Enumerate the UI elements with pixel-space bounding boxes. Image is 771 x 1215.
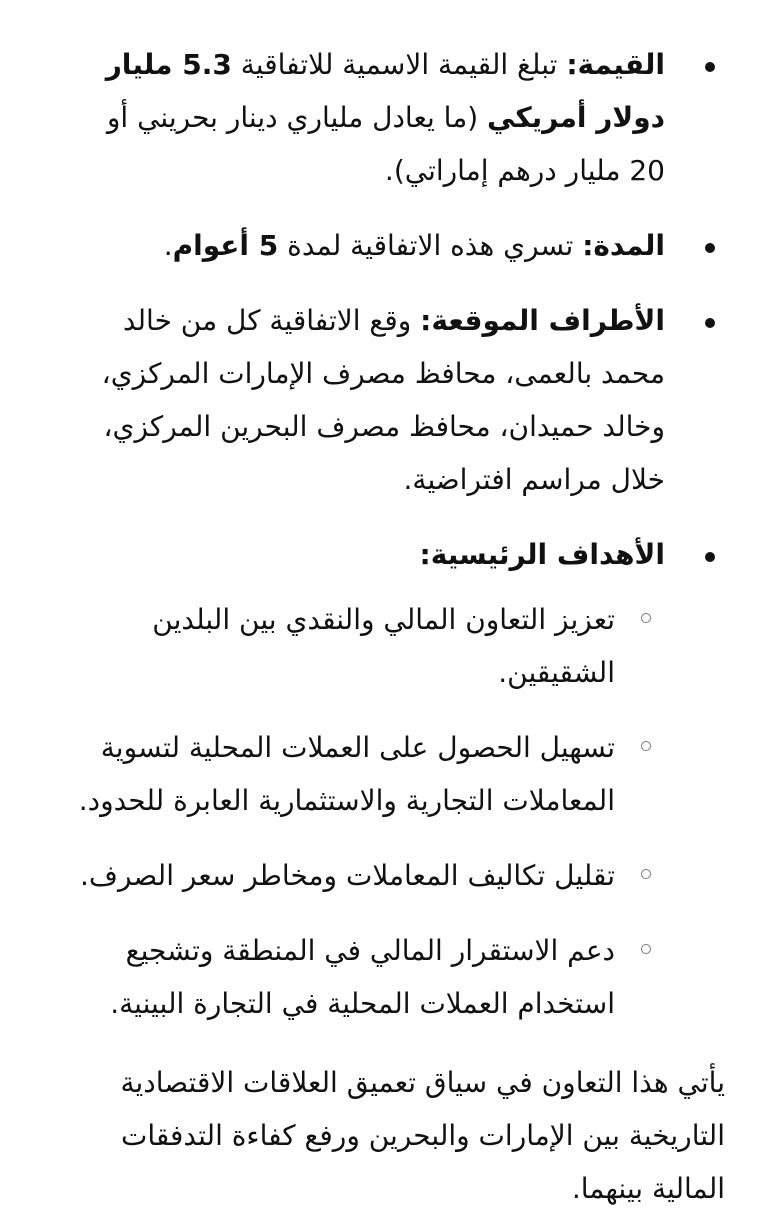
duration-end: .	[163, 229, 173, 262]
duration-years: 5 أعوام	[172, 229, 279, 262]
bullet-icon	[705, 62, 715, 72]
value-amount: 5.3 مليار دولار أمريكي	[105, 48, 665, 134]
hollow-bullet-icon	[641, 613, 651, 623]
duration-text: تسري هذه الاتفاقية لمدة	[278, 229, 583, 262]
goal-text: تسهيل الحصول على العملات المحلية لتسوية المعاملات التجارية والاستثمارية العابرة للحدود.	[78, 731, 615, 817]
key-points-list	[66, 38, 735, 1030]
list-item-parties	[66, 294, 735, 506]
goal-item	[66, 721, 735, 827]
goal-item	[66, 849, 735, 902]
hollow-bullet-icon	[641, 944, 651, 954]
closing-paragraph: يأتي هذا التعاون في سياق تعميق العلاقات الاقتصادية التاريخية بين الإمارات والبحرين ورفع كفاءة التدفقات المالية بينهما.	[120, 1066, 725, 1205]
parties-label: الأطراف الموقعة:	[420, 304, 665, 337]
list-item-duration	[66, 219, 735, 272]
hollow-bullet-icon	[641, 741, 651, 751]
goals-label: الأهداف الرئيسية:	[419, 538, 665, 571]
value-text: تبلغ القيمة الاسمية للاتفاقية	[231, 48, 567, 81]
goal-text: دعم الاستقرار المالي في المنطقة وتشجيع استخدام العملات المحلية في التجارة البينية.	[110, 934, 615, 1020]
duration-label: المدة:	[582, 229, 665, 262]
goal-item	[66, 924, 735, 1030]
goals-sublist	[66, 593, 735, 1030]
goal-item	[66, 593, 735, 699]
value-equivalent: (ما يعادل ملياري دينار بحريني أو 20 مليار درهم إماراتي).	[106, 101, 665, 187]
goal-text: تعزيز التعاون المالي والنقدي بين البلدين الشقيقين.	[152, 603, 615, 689]
parties-text: وقع الاتفاقية كل من خالد محمد بالعمى، محافظ مصرف الإمارات المركزي، وخالد حميدان، محافظ مصرف البحرين المركزي، خلال مراسم افتراضية.	[101, 304, 665, 496]
bullet-icon	[705, 243, 715, 253]
bullet-icon	[705, 318, 715, 328]
hollow-bullet-icon	[641, 869, 651, 879]
value-label: القيمة:	[566, 48, 665, 81]
list-item-value	[66, 38, 735, 197]
goal-text: تقليل تكاليف المعاملات ومخاطر سعر الصرف.	[80, 859, 615, 892]
bullet-icon	[705, 552, 715, 562]
list-item-goals	[66, 528, 735, 1030]
